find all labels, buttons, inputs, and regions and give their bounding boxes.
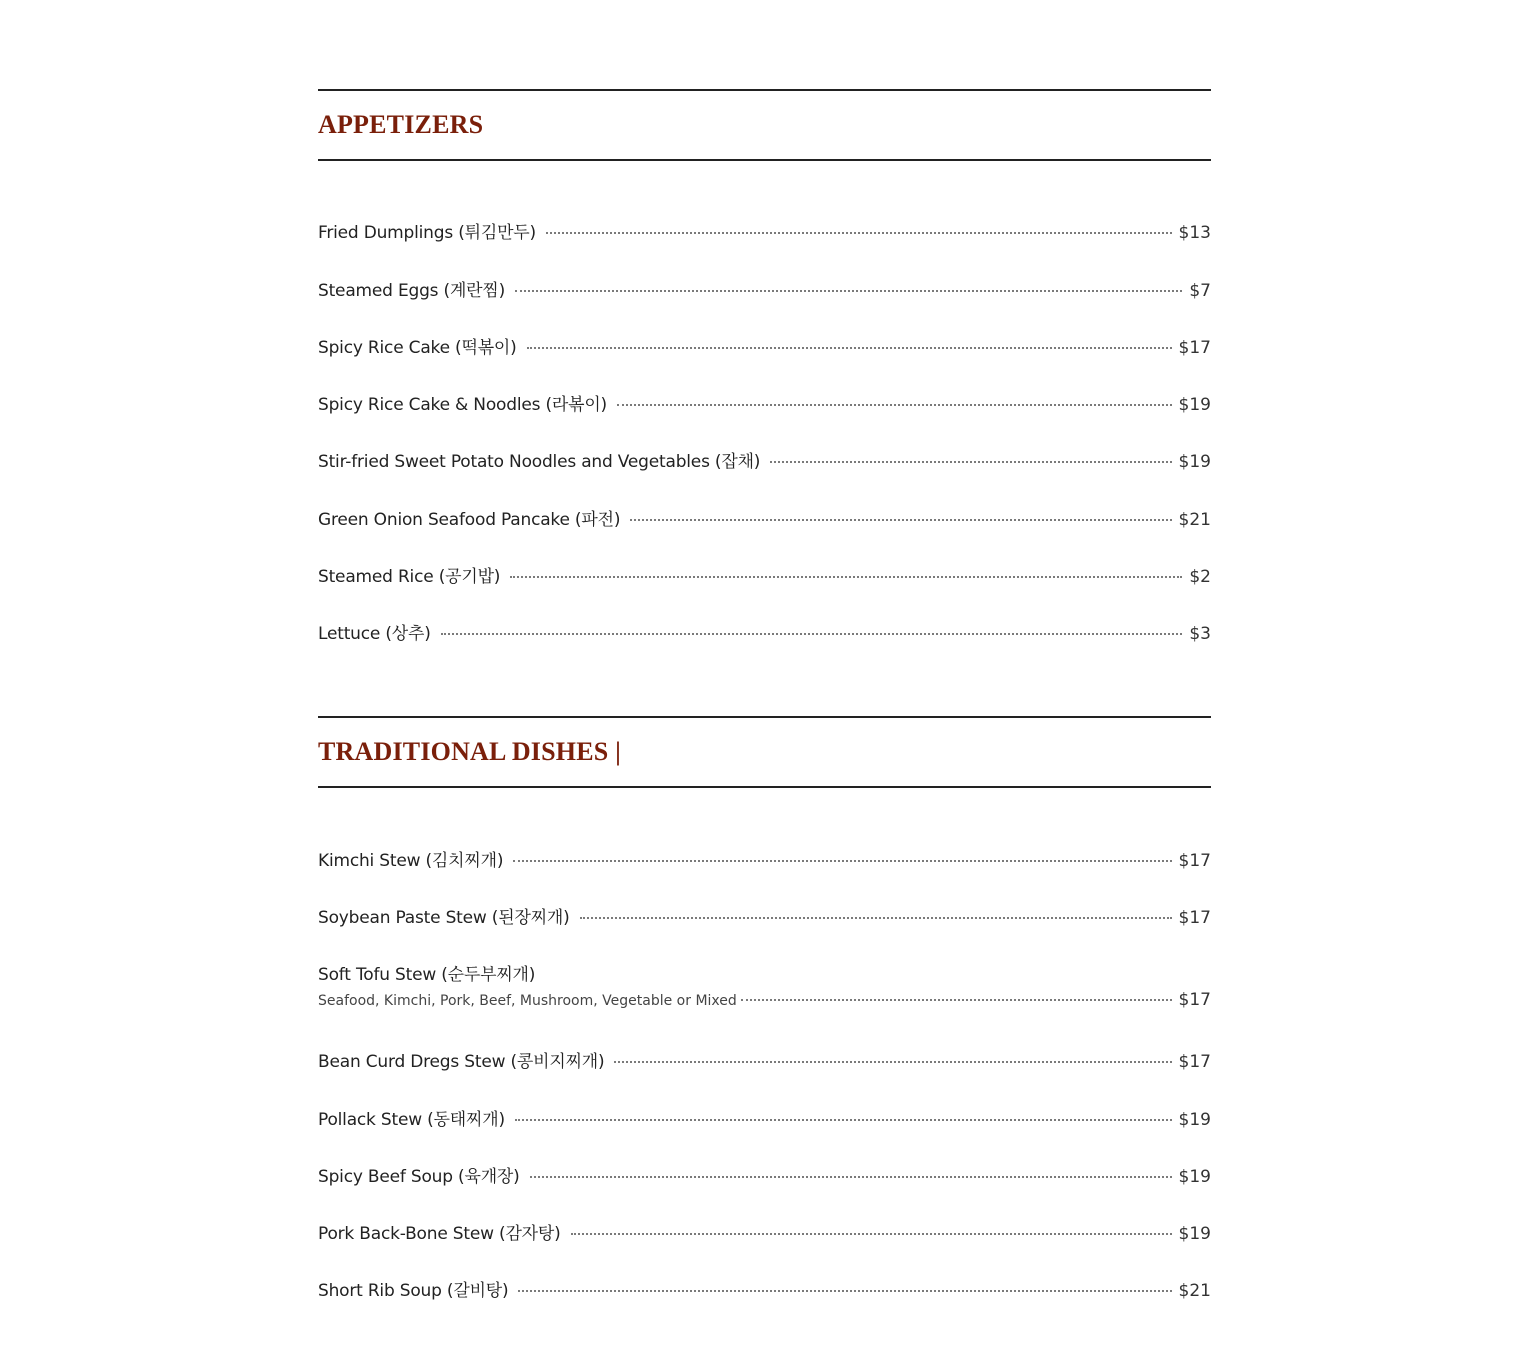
item-name: Pork Back-Bone Stew (감자탕)	[318, 1224, 561, 1245]
menu-item	[318, 363, 1211, 420]
dot-leader	[513, 860, 1171, 862]
item-price: $17	[1178, 907, 1211, 928]
section-title: APPETIZERS	[318, 110, 484, 139]
dot-leader	[441, 633, 1183, 635]
dot-leader	[580, 917, 1172, 919]
menu-item	[318, 933, 1211, 1020]
menu-item	[318, 1135, 1211, 1192]
item-price: $19	[1178, 395, 1211, 416]
section-header	[318, 716, 1211, 788]
item-name: Bean Curd Dregs Stew (콩비지찌개)	[318, 1052, 605, 1073]
item-price: $17	[1178, 1052, 1211, 1073]
section-appetizers	[318, 89, 1211, 649]
item-name: Kimchi Stew (김치찌개)	[318, 850, 504, 871]
menu	[318, 89, 1211, 1306]
item-name: Steamed Eggs (계란찜)	[318, 280, 506, 301]
menu-item	[318, 1192, 1211, 1249]
dot-leader	[546, 232, 1172, 234]
section-header	[318, 89, 1211, 161]
item-name: Fried Dumplings (튀김만두)	[318, 223, 536, 244]
menu-item	[318, 1077, 1211, 1134]
item-name: Pollack Stew (동태찌개)	[318, 1109, 505, 1130]
section-spacer	[318, 649, 1211, 716]
item-name: Stir-fried Sweet Potato Noodles and Vegetables (잡채)	[318, 452, 761, 473]
item-price: $13	[1178, 223, 1211, 244]
item-price: $7	[1189, 280, 1211, 301]
dot-leader	[518, 1290, 1171, 1292]
menu-item	[318, 818, 1211, 875]
menu-item	[318, 1020, 1211, 1077]
item-list	[318, 161, 1211, 649]
dot-leader	[515, 290, 1182, 292]
item-price: $19	[1178, 452, 1211, 473]
item-price: $19	[1178, 1224, 1211, 1245]
item-name: Green Onion Seafood Pancake (파전)	[318, 509, 621, 530]
item-price: $3	[1189, 624, 1211, 645]
item-name: Short Rib Soup (갈비탕)	[318, 1281, 509, 1302]
menu-item	[318, 1249, 1211, 1306]
item-name: Soft Tofu Stew (순두부찌개)	[318, 964, 536, 985]
item-price: $21	[1178, 509, 1211, 530]
menu-item	[318, 420, 1211, 477]
item-name: Soybean Paste Stew (된장찌개)	[318, 907, 570, 928]
menu-item	[318, 876, 1211, 933]
item-price: $19	[1178, 1166, 1211, 1187]
item-name: Spicy Rice Cake (떡볶이)	[318, 337, 517, 358]
item-name: Spicy Rice Cake & Noodles (라볶이)	[318, 395, 607, 416]
dot-leader	[741, 999, 1172, 1001]
section-title: TRADITIONAL DISHES |	[318, 737, 622, 767]
item-price: $21	[1178, 1281, 1211, 1302]
item-name: Steamed Rice (공기밥)	[318, 567, 501, 588]
item-price: $17	[1178, 850, 1211, 871]
menu-item	[318, 306, 1211, 363]
dot-leader	[571, 1233, 1172, 1235]
item-name: Lettuce (상추)	[318, 624, 431, 645]
menu-item	[318, 191, 1211, 248]
dot-leader	[614, 1061, 1171, 1063]
menu-item	[318, 592, 1211, 649]
menu-item	[318, 477, 1211, 534]
item-price: $17	[1178, 989, 1211, 1010]
item-price: $17	[1178, 337, 1211, 358]
menu-item	[318, 248, 1211, 305]
dot-leader	[527, 347, 1172, 349]
dot-leader	[617, 404, 1172, 406]
menu-item	[318, 535, 1211, 592]
dot-leader	[515, 1119, 1172, 1121]
dot-leader	[630, 519, 1171, 521]
dot-leader	[770, 461, 1171, 463]
section-traditional-dishes	[318, 716, 1211, 1306]
item-price: $19	[1178, 1109, 1211, 1130]
item-list	[318, 788, 1211, 1306]
item-name: Spicy Beef Soup (육개장)	[318, 1166, 520, 1187]
item-description: Seafood, Kimchi, Pork, Beef, Mushroom, Vegetable or Mixed	[318, 992, 737, 1009]
dot-leader	[530, 1176, 1172, 1178]
item-price: $2	[1189, 567, 1211, 588]
dot-leader	[510, 576, 1182, 578]
